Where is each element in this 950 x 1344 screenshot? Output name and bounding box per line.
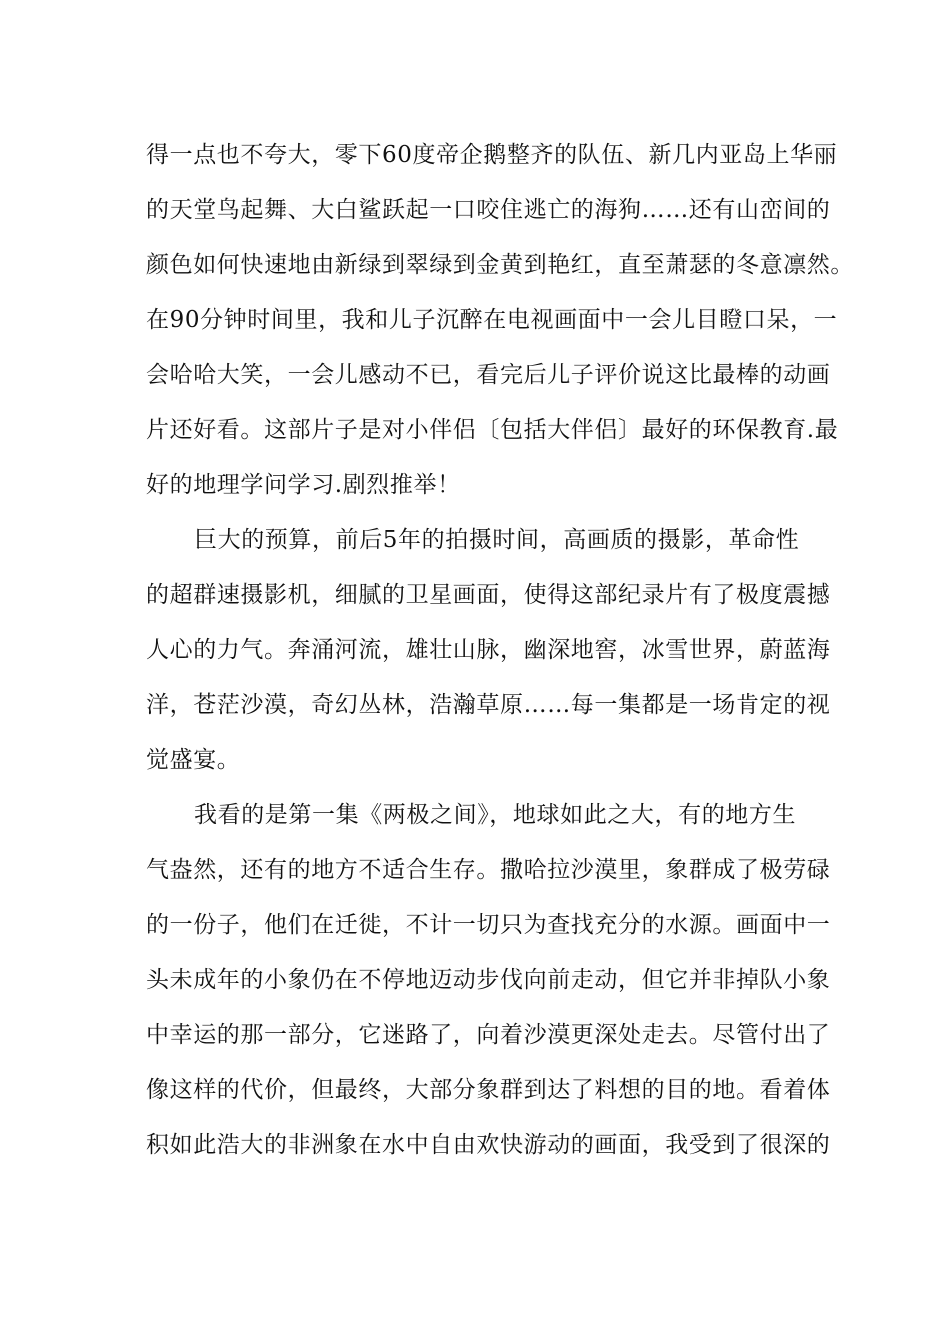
text-line: 的天堂鸟起舞、大白鲨跃起一口咬住逃亡的海狗……还有山峦间的 — [146, 197, 831, 223]
document-body — [146, 128, 854, 1173]
paragraph-2 — [146, 513, 831, 788]
text-line: 片还好看。这部片子是对小伴侣〔包括大伴侣〕最好的环保教育.最 — [146, 417, 839, 443]
text-line: 会哈哈大笑，一会儿感动不已，看完后儿子评价说这比最棒的动画 — [146, 362, 831, 388]
text-line: 像这样的代价，但最终，大部分象群到达了料想的目的地。看着体 — [146, 1077, 831, 1103]
text-line: 积如此浩大的非洲象在水中自由欢快游动的画面，我受到了很深的 — [146, 1132, 831, 1158]
text-line: 巨大的预算，前后5年的拍摄时间，高画质的摄影，革命性 — [194, 527, 800, 553]
text-line: 觉盛宴。 — [146, 747, 241, 773]
text-line: 颜色如何快速地由新绿到翠绿到金黄到艳红，直至萧瑟的冬意凛然。 — [146, 252, 854, 278]
text-line: 的超群速摄影机，细腻的卫星画面，使得这部纪录片有了极度震撼 — [146, 582, 831, 608]
text-line: 气盎然，还有的地方不适合生存。撒哈拉沙漠里，象群成了极劳碌 — [146, 857, 831, 883]
text-line: 得一点也不夸大，零下60度帝企鹅整齐的队伍、新几内亚岛上华丽 — [146, 142, 838, 168]
text-line: 好的地理学问学习.剧烈推举！ — [146, 472, 461, 498]
text-line: 人心的力气。奔涌河流，雄壮山脉，幽深地窖，冰雪世界，蔚蓝海 — [146, 637, 831, 663]
paragraph-3 — [146, 788, 831, 1173]
text-line: 在90分钟时间里，我和儿子沉醉在电视画面中一会儿目瞪口呆，一 — [146, 307, 838, 333]
text-line: 头未成年的小象仍在不停地迈动步伐向前走动，但它并非掉队小象 — [146, 967, 831, 993]
text-line: 的一份子，他们在迁徙，不计一切只为查找充分的水源。画面中一 — [146, 912, 831, 938]
text-line: 洋，苍茫沙漠，奇幻丛林，浩瀚草原……每一集都是一场肯定的视 — [146, 692, 831, 718]
paragraph-1 — [146, 128, 854, 513]
text-line: 我看的是第一集《两极之间》，地球如此之大，有的地方生 — [194, 802, 797, 828]
text-line: 中幸运的那一部分，它迷路了，向着沙漠更深处走去。尽管付出了 — [146, 1022, 831, 1048]
